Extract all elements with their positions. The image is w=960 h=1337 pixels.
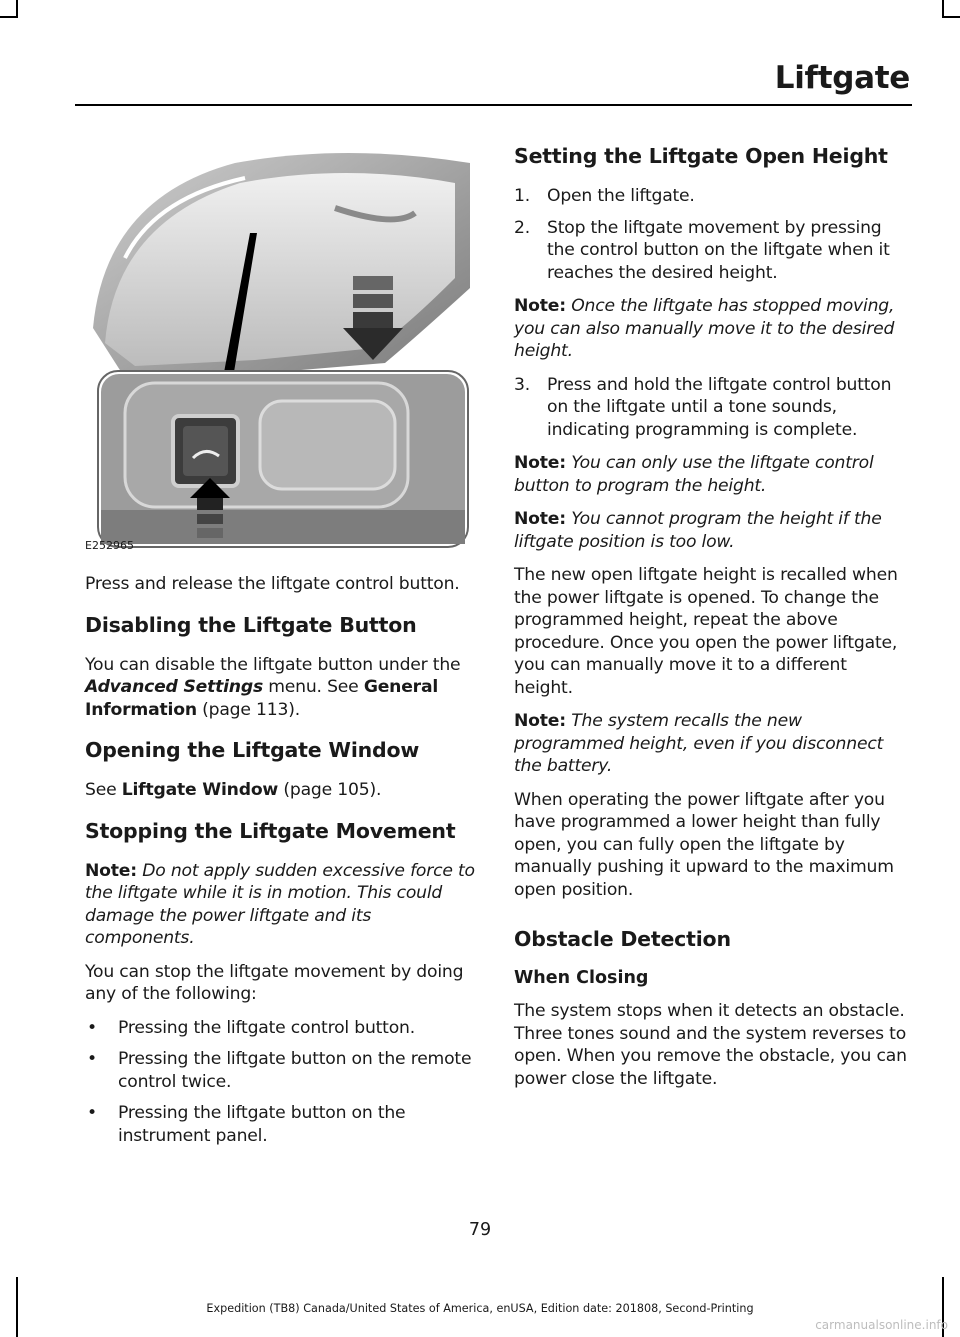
liftgate-illustration-svg (85, 138, 470, 553)
step-text: Press and hold the liftgate control button on the liftgate until a tone sounds, indicating programming is complete. (547, 374, 892, 440)
crop-mark (16, 0, 18, 18)
list-item: 3. Press and hold the liftgate control button on the liftgate until a tone sounds, indicating programming is complete. (514, 374, 892, 440)
heading-obstacle: Obstacle Detection (514, 927, 731, 951)
disable-text-b: menu. See (262, 677, 364, 697)
watermark: carmanualsonline.info (815, 1318, 948, 1332)
heading-liftgate-window: Opening the Liftgate Window (85, 738, 420, 762)
note-text: Do not apply sudden excessive force to the liftgate while it is in motion. This could damage the power liftgate and its components. (85, 860, 475, 948)
subheading-closing: When Closing (514, 968, 649, 988)
obstacle-paragraph: The system stops when it detects an obstacle. Three tones sound and the system reverses to open. When you remove the obstacle, you can power close the liftgate. (514, 1001, 907, 1089)
note-label: Note: (514, 296, 566, 316)
note-1 (514, 295, 909, 363)
list-item-text: Pressing the liftgate button on the remote control twice. (118, 1049, 472, 1092)
page-number: 79 (468, 1220, 492, 1240)
list-item: 2. Stop the liftgate movement by pressing the control button on the liftgate when it reaches the desired height. (514, 217, 890, 283)
stopping-list (85, 1017, 475, 1148)
figure-code: E252965 (85, 539, 134, 552)
note-2 (514, 452, 909, 497)
note-label: Note: (85, 860, 137, 881)
liftgate-illustration (85, 138, 470, 553)
window-paragraph (85, 779, 475, 802)
crop-mark (942, 16, 960, 18)
link-liftgate-window[interactable]: Liftgate Window (121, 780, 279, 800)
list-item-text: Pressing the liftgate control button. (118, 1017, 415, 1038)
height-paragraph-1: The new open liftgate height is recalled when the power liftgate is opened. To change the programmed height, repeat the above procedure. Once you open the power liftgate, you can manually move it to a different height. (514, 565, 898, 698)
note-3 (514, 508, 909, 553)
note-text: The system recalls the new programmed height, even if you disconnect the battery. (514, 711, 884, 776)
height-steps-a (514, 185, 909, 284)
step-text: Stop the liftgate movement by pressing the control button on the liftgate when it reaches the desired height. (547, 217, 890, 283)
left-column (85, 138, 475, 1158)
intro-text: Press and release the liftgate control button. (85, 574, 460, 594)
link-general-information[interactable]: General Information (85, 677, 439, 720)
note-stopping (85, 860, 475, 950)
list-item: • Pressing the liftgate button on the remote control twice. (87, 1049, 472, 1092)
crop-mark (942, 0, 944, 18)
page-reference: (page 105). (278, 780, 382, 800)
note-text: You can only use the liftgate control button to program the height. (514, 453, 874, 496)
note-text: You cannot program the height if the liftgate position is too low. (514, 509, 882, 552)
note-label: Note: (514, 453, 566, 473)
heading-stopping: Stopping the Liftgate Movement (85, 818, 456, 843)
disable-paragraph (85, 654, 475, 722)
list-item: • Pressing the liftgate button on the instrument panel. (87, 1103, 406, 1146)
menu-reference: Advanced Settings (85, 677, 263, 697)
page-reference: (page 113). (196, 699, 300, 720)
list-item-text: Pressing the liftgate button on the instrument panel. (118, 1103, 406, 1146)
page-title: Liftgate (774, 60, 910, 96)
note-4 (514, 710, 909, 778)
height-paragraph-2: When operating the power liftgate after you have programmed a lower height than fully open, you can fully open the liftgate by manually pushing it upward to the maximum open position. (514, 789, 894, 900)
see-text: See (85, 780, 122, 800)
note-label: Note: (514, 509, 566, 529)
footer-text: Expedition (TB8) Canada/United States of America, enUSA, Edition date: 201808, Second-Printing (206, 1302, 754, 1315)
heading-disabling: Disabling the Liftgate Button (85, 612, 417, 637)
disable-text-a: You can disable the liftgate button under the (85, 654, 461, 675)
heading-open-height: Setting the Liftgate Open Height (514, 144, 888, 168)
right-column (514, 144, 909, 1101)
list-item: • Pressing the liftgate control button. (87, 1017, 415, 1038)
height-steps-b (514, 374, 909, 442)
list-item: 1. Open the liftgate. (514, 186, 695, 206)
note-text: Once the liftgate has stopped moving, you can also manually move it to the desired height. (514, 296, 895, 361)
note-label: Note: (514, 711, 566, 731)
header-rule (75, 104, 912, 106)
stopping-intro: You can stop the liftgate movement by doing any of the following: (85, 961, 464, 1004)
step-text: Open the liftgate. (547, 186, 695, 206)
